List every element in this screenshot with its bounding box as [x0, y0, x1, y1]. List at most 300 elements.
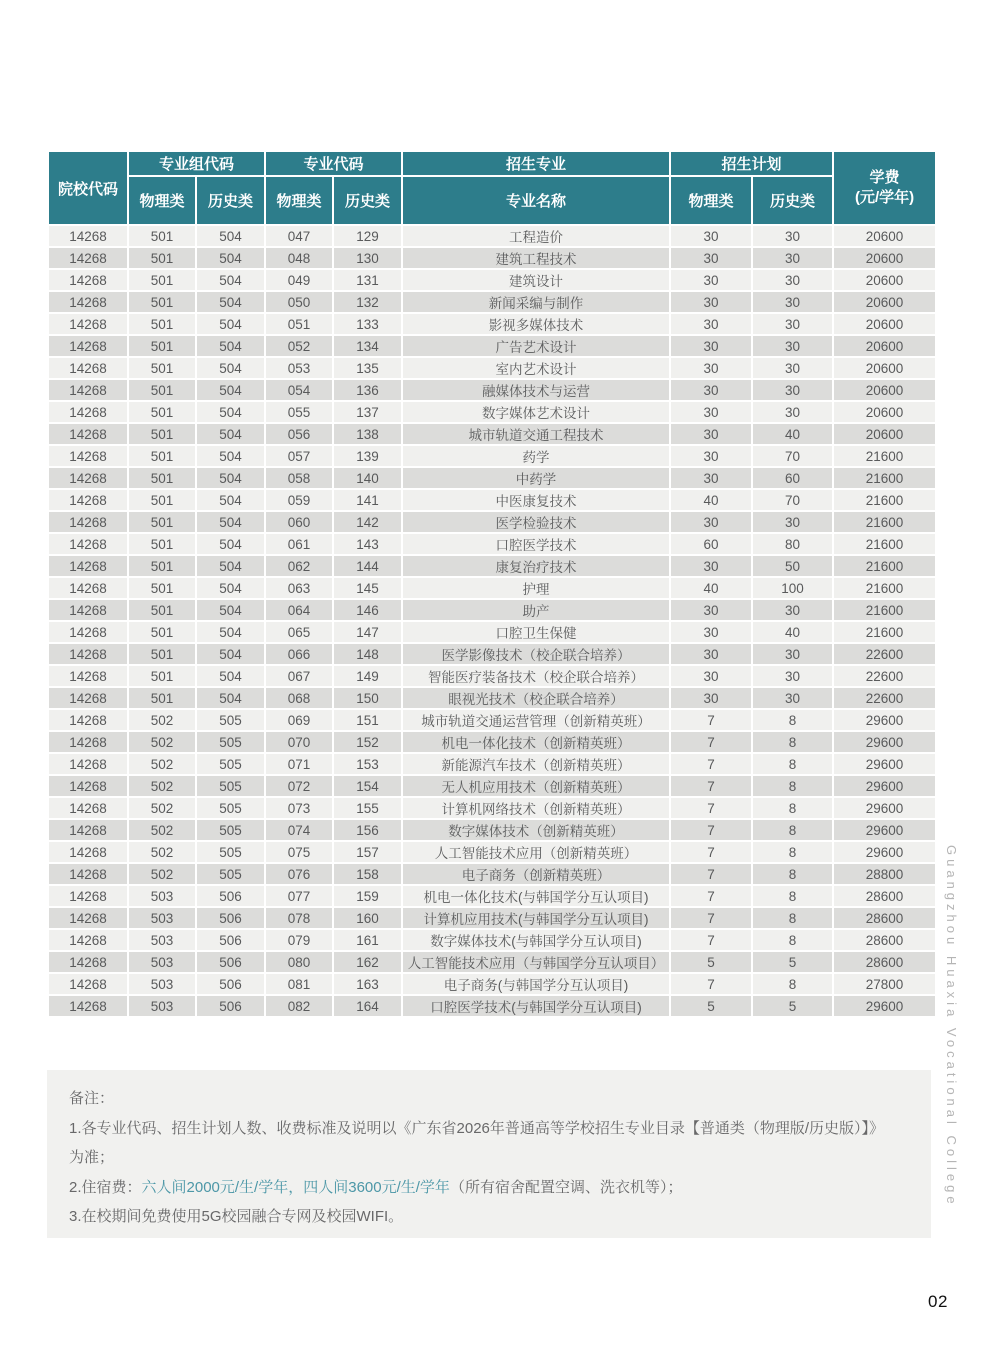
plan-physics-cell: 5: [670, 995, 752, 1017]
plan-history-cell: 40: [752, 423, 833, 445]
major-code-history-cell: 129: [333, 225, 402, 247]
plan-history-cell: 30: [752, 247, 833, 269]
major-name-cell: 康复治疗技术: [402, 555, 670, 577]
plan-physics-cell: 7: [670, 731, 752, 753]
major-code-physics-cell: 051: [265, 313, 333, 335]
college-code-cell: 14268: [48, 511, 128, 533]
group-code-history-cell: 504: [196, 269, 265, 291]
major-name-cell: 医学检验技术: [402, 511, 670, 533]
group-code-physics-cell: 503: [128, 907, 196, 929]
major-code-physics-cell: 080: [265, 951, 333, 973]
major-name-cell: 数字媒体技术（创新精英班）: [402, 819, 670, 841]
group-code-history-cell: 504: [196, 423, 265, 445]
tuition-cell: 21600: [833, 489, 936, 511]
plan-history-cell: 30: [752, 291, 833, 313]
group-code-physics-cell: 502: [128, 775, 196, 797]
header-group-physics: 物理类: [128, 176, 196, 225]
table-row: [48, 709, 936, 731]
plan-history-cell: 8: [752, 841, 833, 863]
college-code-cell: 14268: [48, 225, 128, 247]
major-code-history-cell: 149: [333, 665, 402, 687]
major-name-cell: 药学: [402, 445, 670, 467]
major-code-physics-cell: 056: [265, 423, 333, 445]
group-code-history-cell: 504: [196, 687, 265, 709]
header-code-physics: 物理类: [265, 176, 333, 225]
group-code-physics-cell: 501: [128, 335, 196, 357]
college-code-cell: 14268: [48, 423, 128, 445]
note-1-line-1: 1.各专业代码、招生计划人数、收费标准及说明以《广东省2026年普通高等学校招生专业目录【普通类（物理版/历史版）】》: [69, 1119, 885, 1137]
plan-history-cell: 8: [752, 797, 833, 819]
tuition-cell: 29600: [833, 731, 936, 753]
major-code-history-cell: 138: [333, 423, 402, 445]
header-group-code: 专业组代码: [128, 151, 265, 176]
major-code-physics-cell: 062: [265, 555, 333, 577]
table-row: [48, 731, 936, 753]
major-code-physics-cell: 064: [265, 599, 333, 621]
admission-table: [47, 150, 937, 1018]
group-code-history-cell: 504: [196, 379, 265, 401]
tuition-cell: 20600: [833, 335, 936, 357]
plan-physics-cell: 7: [670, 907, 752, 929]
major-name-cell: 数字媒体技术(与韩国学分互认项目): [402, 929, 670, 951]
tuition-cell: 28600: [833, 951, 936, 973]
major-name-cell: 护理: [402, 577, 670, 599]
major-code-history-cell: 130: [333, 247, 402, 269]
tuition-cell: 29600: [833, 709, 936, 731]
table-row: [48, 665, 936, 687]
plan-physics-cell: 7: [670, 797, 752, 819]
major-name-cell: 机电一体化技术(与韩国学分互认项目): [402, 885, 670, 907]
major-code-physics-cell: 048: [265, 247, 333, 269]
table-row: [48, 489, 936, 511]
tuition-cell: 21600: [833, 621, 936, 643]
tuition-cell: 21600: [833, 467, 936, 489]
note-3: 3.在校期间免费使用5G校园融合专网及校园WIFI。: [69, 1208, 404, 1225]
plan-physics-cell: 7: [670, 775, 752, 797]
plan-physics-cell: 30: [670, 313, 752, 335]
major-code-history-cell: 144: [333, 555, 402, 577]
plan-history-cell: 50: [752, 555, 833, 577]
plan-physics-cell: 7: [670, 841, 752, 863]
college-code-cell: 14268: [48, 731, 128, 753]
major-code-history-cell: 142: [333, 511, 402, 533]
college-code-cell: 14268: [48, 907, 128, 929]
major-code-history-cell: 154: [333, 775, 402, 797]
table-row: [48, 885, 936, 907]
plan-physics-cell: 30: [670, 225, 752, 247]
major-code-history-cell: 158: [333, 863, 402, 885]
group-code-history-cell: 506: [196, 951, 265, 973]
college-code-cell: 14268: [48, 599, 128, 621]
tuition-cell: 20600: [833, 313, 936, 335]
plan-history-cell: 30: [752, 357, 833, 379]
major-code-history-cell: 147: [333, 621, 402, 643]
group-code-physics-cell: 503: [128, 929, 196, 951]
major-name-cell: 机电一体化技术（创新精英班）: [402, 731, 670, 753]
plan-physics-cell: 7: [670, 863, 752, 885]
major-code-history-cell: 140: [333, 467, 402, 489]
plan-history-cell: 8: [752, 709, 833, 731]
tuition-cell: 29600: [833, 995, 936, 1017]
major-code-history-cell: 131: [333, 269, 402, 291]
major-name-cell: 眼视光技术（校企联合培养）: [402, 687, 670, 709]
major-code-physics-cell: 061: [265, 533, 333, 555]
major-code-physics-cell: 050: [265, 291, 333, 313]
table-row: [48, 621, 936, 643]
college-code-cell: 14268: [48, 709, 128, 731]
major-code-history-cell: 153: [333, 753, 402, 775]
major-code-physics-cell: 078: [265, 907, 333, 929]
tuition-cell: 22600: [833, 687, 936, 709]
plan-history-cell: 30: [752, 335, 833, 357]
plan-physics-cell: 40: [670, 577, 752, 599]
major-name-cell: 计算机应用技术(与韩国学分互认项目): [402, 907, 670, 929]
major-code-physics-cell: 068: [265, 687, 333, 709]
college-name-watermark: Guangzhou Huaxia Vocational College: [944, 845, 959, 1208]
group-code-physics-cell: 501: [128, 599, 196, 621]
plan-history-cell: 8: [752, 753, 833, 775]
plan-history-cell: 30: [752, 225, 833, 247]
major-name-cell: 室内艺术设计: [402, 357, 670, 379]
plan-physics-cell: 40: [670, 489, 752, 511]
group-code-physics-cell: 501: [128, 467, 196, 489]
major-name-cell: 新闻采编与制作: [402, 291, 670, 313]
group-code-physics-cell: 503: [128, 951, 196, 973]
plan-physics-cell: 30: [670, 467, 752, 489]
table-row: [48, 467, 936, 489]
major-code-history-cell: 145: [333, 577, 402, 599]
group-code-physics-cell: 501: [128, 357, 196, 379]
major-code-history-cell: 160: [333, 907, 402, 929]
group-code-history-cell: 504: [196, 247, 265, 269]
tuition-cell: 28600: [833, 907, 936, 929]
major-code-history-cell: 137: [333, 401, 402, 423]
group-code-history-cell: 505: [196, 709, 265, 731]
group-code-history-cell: 505: [196, 863, 265, 885]
major-name-cell: 建筑工程技术: [402, 247, 670, 269]
group-code-history-cell: 506: [196, 885, 265, 907]
header-tuition-line1: 学费: [869, 168, 900, 186]
group-code-physics-cell: 501: [128, 423, 196, 445]
plan-history-cell: 70: [752, 489, 833, 511]
header-tuition-line2: (元/学年): [854, 189, 915, 206]
group-code-history-cell: 504: [196, 665, 265, 687]
group-code-physics-cell: 501: [128, 247, 196, 269]
table-row: [48, 753, 936, 775]
major-name-cell: 城市轨道交通工程技术: [402, 423, 670, 445]
major-code-physics-cell: 055: [265, 401, 333, 423]
table-row: [48, 687, 936, 709]
major-code-physics-cell: 071: [265, 753, 333, 775]
plan-physics-cell: 7: [670, 929, 752, 951]
plan-history-cell: 8: [752, 885, 833, 907]
note-2-highlight: 六人间2000元/生/学年，四人间3600元/生/学年: [141, 1178, 450, 1196]
plan-history-cell: 30: [752, 643, 833, 665]
college-code-cell: 14268: [48, 995, 128, 1017]
plan-history-cell: 70: [752, 445, 833, 467]
group-code-physics-cell: 502: [128, 797, 196, 819]
group-code-physics-cell: 501: [128, 665, 196, 687]
college-code-cell: 14268: [48, 687, 128, 709]
table-row: [48, 247, 936, 269]
major-name-cell: 电子商务（创新精英班）: [402, 863, 670, 885]
major-code-history-cell: 139: [333, 445, 402, 467]
tuition-cell: 20600: [833, 291, 936, 313]
plan-physics-cell: 30: [670, 291, 752, 313]
group-code-physics-cell: 501: [128, 577, 196, 599]
group-code-history-cell: 504: [196, 621, 265, 643]
major-code-history-cell: 152: [333, 731, 402, 753]
table-body: [48, 225, 936, 1017]
table-row: [48, 555, 936, 577]
tuition-cell: 29600: [833, 797, 936, 819]
plan-history-cell: 8: [752, 819, 833, 841]
tuition-cell: 20600: [833, 379, 936, 401]
major-code-physics-cell: 076: [265, 863, 333, 885]
header-admission-major: 招生专业: [402, 151, 670, 176]
plan-history-cell: 8: [752, 863, 833, 885]
plan-history-cell: 5: [752, 995, 833, 1017]
major-code-history-cell: 132: [333, 291, 402, 313]
table-row: [48, 951, 936, 973]
table-row: [48, 797, 936, 819]
group-code-physics-cell: 501: [128, 643, 196, 665]
table-row: [48, 863, 936, 885]
tuition-cell: 29600: [833, 753, 936, 775]
college-code-cell: 14268: [48, 401, 128, 423]
note-1-line-2: 为准；: [69, 1149, 115, 1166]
major-code-physics-cell: 081: [265, 973, 333, 995]
plan-physics-cell: 30: [670, 335, 752, 357]
major-name-cell: 口腔医学技术: [402, 533, 670, 555]
tuition-cell: 21600: [833, 511, 936, 533]
note-2: [69, 1173, 909, 1203]
page-number: 02: [928, 1292, 948, 1311]
group-code-history-cell: 504: [196, 445, 265, 467]
header-group-history: 历史类: [196, 176, 265, 225]
major-name-cell: 新能源汽车技术（创新精英班）: [402, 753, 670, 775]
table-row: [48, 511, 936, 533]
major-code-physics-cell: 054: [265, 379, 333, 401]
college-code-cell: 14268: [48, 247, 128, 269]
group-code-physics-cell: 502: [128, 863, 196, 885]
table-row: [48, 599, 936, 621]
note-2-suffix: （所有宿舍配置空调、洗衣机等）；: [449, 1178, 683, 1196]
tuition-cell: 21600: [833, 599, 936, 621]
group-code-physics-cell: 502: [128, 841, 196, 863]
plan-physics-cell: 30: [670, 379, 752, 401]
plan-history-cell: 5: [752, 951, 833, 973]
tuition-cell: 29600: [833, 775, 936, 797]
table-row: [48, 423, 936, 445]
table-row: [48, 313, 936, 335]
plan-history-cell: 30: [752, 379, 833, 401]
college-code-cell: 14268: [48, 291, 128, 313]
table-row: [48, 841, 936, 863]
group-code-physics-cell: 501: [128, 555, 196, 577]
plan-physics-cell: 30: [670, 665, 752, 687]
major-code-history-cell: 135: [333, 357, 402, 379]
group-code-history-cell: 504: [196, 489, 265, 511]
group-code-history-cell: 504: [196, 555, 265, 577]
major-code-physics-cell: 066: [265, 643, 333, 665]
tuition-cell: 28800: [833, 863, 936, 885]
table-row: [48, 577, 936, 599]
college-code-cell: 14268: [48, 797, 128, 819]
major-name-cell: 工程造价: [402, 225, 670, 247]
major-name-cell: 计算机网络技术（创新精英班）: [402, 797, 670, 819]
tuition-cell: 27800: [833, 973, 936, 995]
group-code-physics-cell: 502: [128, 819, 196, 841]
group-code-history-cell: 506: [196, 995, 265, 1017]
group-code-history-cell: 504: [196, 467, 265, 489]
plan-physics-cell: 7: [670, 709, 752, 731]
major-code-history-cell: 134: [333, 335, 402, 357]
college-code-cell: 14268: [48, 533, 128, 555]
group-code-history-cell: 506: [196, 907, 265, 929]
tuition-cell: 20600: [833, 357, 936, 379]
major-code-physics-cell: 059: [265, 489, 333, 511]
group-code-physics-cell: 502: [128, 731, 196, 753]
plan-history-cell: 30: [752, 313, 833, 335]
tuition-cell: 20600: [833, 401, 936, 423]
college-code-cell: 14268: [48, 555, 128, 577]
group-code-physics-cell: 501: [128, 511, 196, 533]
header-major-code: 专业代码: [265, 151, 402, 176]
group-code-physics-cell: 501: [128, 445, 196, 467]
tuition-cell: 20600: [833, 225, 936, 247]
major-name-cell: 电子商务(与韩国学分互认项目): [402, 973, 670, 995]
table-row: [48, 379, 936, 401]
college-code-cell: 14268: [48, 577, 128, 599]
table-row: [48, 357, 936, 379]
table-row: [48, 907, 936, 929]
major-code-physics-cell: 063: [265, 577, 333, 599]
group-code-history-cell: 504: [196, 357, 265, 379]
group-code-history-cell: 505: [196, 841, 265, 863]
group-code-physics-cell: 501: [128, 225, 196, 247]
major-code-history-cell: 136: [333, 379, 402, 401]
major-code-history-cell: 159: [333, 885, 402, 907]
major-code-physics-cell: 052: [265, 335, 333, 357]
group-code-history-cell: 505: [196, 797, 265, 819]
major-code-physics-cell: 082: [265, 995, 333, 1017]
plan-physics-cell: 30: [670, 423, 752, 445]
plan-physics-cell: 30: [670, 599, 752, 621]
plan-physics-cell: 7: [670, 973, 752, 995]
major-code-physics-cell: 053: [265, 357, 333, 379]
major-code-history-cell: 133: [333, 313, 402, 335]
major-code-physics-cell: 049: [265, 269, 333, 291]
table-row: [48, 225, 936, 247]
plan-history-cell: 30: [752, 511, 833, 533]
notes-section: [47, 1070, 931, 1238]
tuition-cell: 28600: [833, 885, 936, 907]
plan-history-cell: 8: [752, 731, 833, 753]
major-name-cell: 口腔卫生保健: [402, 621, 670, 643]
group-code-physics-cell: 502: [128, 753, 196, 775]
college-code-cell: 14268: [48, 445, 128, 467]
table-header: [48, 151, 936, 225]
header-major-name: 专业名称: [402, 176, 670, 225]
major-code-history-cell: 148: [333, 643, 402, 665]
major-name-cell: 建筑设计: [402, 269, 670, 291]
header-plan-history: 历史类: [752, 176, 833, 225]
major-name-cell: 医学影像技术（校企联合培养）: [402, 643, 670, 665]
group-code-physics-cell: 501: [128, 313, 196, 335]
major-name-cell: 口腔医学技术(与韩国学分互认项目): [402, 995, 670, 1017]
major-name-cell: 城市轨道交通运营管理（创新精英班）: [402, 709, 670, 731]
plan-physics-cell: 60: [670, 533, 752, 555]
major-code-physics-cell: 069: [265, 709, 333, 731]
major-code-physics-cell: 073: [265, 797, 333, 819]
college-code-cell: 14268: [48, 775, 128, 797]
group-code-physics-cell: 501: [128, 489, 196, 511]
major-code-physics-cell: 074: [265, 819, 333, 841]
group-code-history-cell: 504: [196, 643, 265, 665]
tuition-cell: 28600: [833, 929, 936, 951]
tuition-cell: 20600: [833, 247, 936, 269]
group-code-history-cell: 505: [196, 731, 265, 753]
tuition-cell: 21600: [833, 533, 936, 555]
plan-history-cell: 40: [752, 621, 833, 643]
major-code-physics-cell: 060: [265, 511, 333, 533]
major-code-history-cell: 164: [333, 995, 402, 1017]
major-code-physics-cell: 057: [265, 445, 333, 467]
college-code-cell: 14268: [48, 335, 128, 357]
tuition-cell: 22600: [833, 643, 936, 665]
tuition-cell: 22600: [833, 665, 936, 687]
table-row: [48, 643, 936, 665]
major-code-history-cell: 162: [333, 951, 402, 973]
college-code-cell: 14268: [48, 863, 128, 885]
plan-history-cell: 8: [752, 775, 833, 797]
plan-physics-cell: 30: [670, 357, 752, 379]
plan-history-cell: 30: [752, 687, 833, 709]
college-code-cell: 14268: [48, 665, 128, 687]
group-code-history-cell: 504: [196, 533, 265, 555]
group-code-history-cell: 505: [196, 775, 265, 797]
table-row: [48, 445, 936, 467]
header-admission-plan: 招生计划: [670, 151, 833, 176]
college-code-cell: 14268: [48, 269, 128, 291]
group-code-history-cell: 505: [196, 819, 265, 841]
major-code-physics-cell: 065: [265, 621, 333, 643]
plan-history-cell: 60: [752, 467, 833, 489]
major-code-physics-cell: 077: [265, 885, 333, 907]
group-code-physics-cell: 501: [128, 379, 196, 401]
note-2-prefix: 2.住宿费：: [69, 1178, 142, 1196]
major-name-cell: 广告艺术设计: [402, 335, 670, 357]
major-code-history-cell: 155: [333, 797, 402, 819]
college-code-cell: 14268: [48, 313, 128, 335]
group-code-physics-cell: 501: [128, 269, 196, 291]
major-code-physics-cell: 075: [265, 841, 333, 863]
plan-physics-cell: 30: [670, 643, 752, 665]
major-code-history-cell: 163: [333, 973, 402, 995]
plan-physics-cell: 5: [670, 951, 752, 973]
major-code-physics-cell: 047: [265, 225, 333, 247]
table-row: [48, 533, 936, 555]
plan-physics-cell: 30: [670, 269, 752, 291]
group-code-history-cell: 504: [196, 225, 265, 247]
tuition-cell: 29600: [833, 819, 936, 841]
plan-physics-cell: 30: [670, 401, 752, 423]
major-name-cell: 中药学: [402, 467, 670, 489]
group-code-history-cell: 504: [196, 577, 265, 599]
college-code-cell: 14268: [48, 467, 128, 489]
plan-physics-cell: 30: [670, 621, 752, 643]
